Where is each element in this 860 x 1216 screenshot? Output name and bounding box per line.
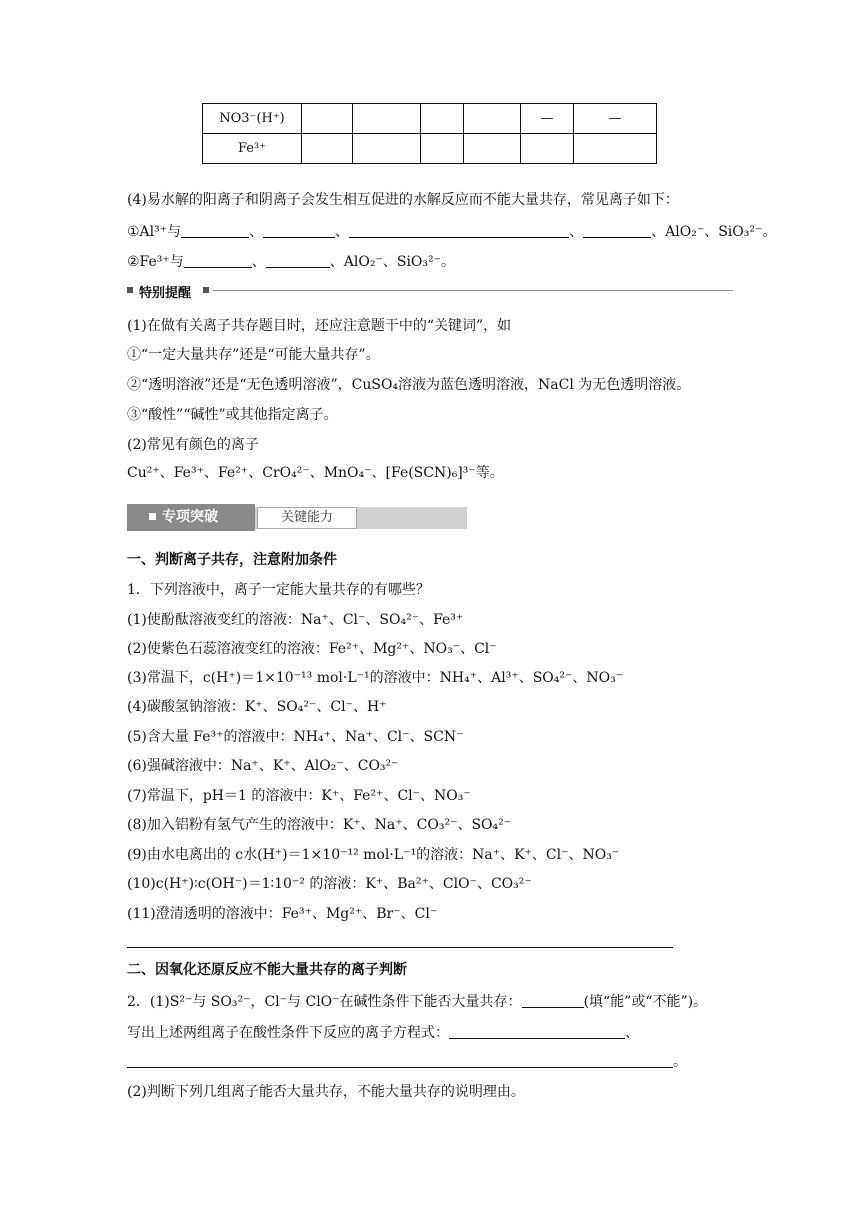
list-item: (10)c(H⁺)∶c(OH⁻)＝1∶10⁻² 的溶液：K⁺、Ba²⁺、ClO⁻、CO₃²⁻	[127, 876, 532, 892]
answer-line[interactable]	[127, 947, 673, 948]
list-item: (3)常温下，c(H⁺)＝1×10⁻¹³ mol·L⁻¹的溶液中：NH₄⁺、Al³⁺、SO₄²⁻、NO₃⁻	[127, 670, 624, 686]
answer-blank[interactable]	[449, 1024, 625, 1039]
answer-blank[interactable]	[127, 1053, 673, 1068]
list-item: (9)由水电离出的 c水(H⁺)＝1×10⁻¹² mol·L⁻¹的溶液：Na⁺、K⁺、Cl⁻、NO₃⁻	[127, 847, 620, 863]
list-item: (4)碳酸氢钠溶液：K⁺、SO₄²⁻、Cl⁻、H⁺	[127, 699, 387, 715]
question-text: 1．下列溶液中，离子一定能大量共存的有哪些？	[127, 582, 430, 598]
answer-blank[interactable]	[263, 223, 335, 238]
list-item: (11)澄清透明的溶液中：Fe³⁺、Mg²⁺、Br⁻、Cl⁻	[127, 906, 438, 922]
list-item: (2)使紫色石蕊溶液变红的溶液：Fe²⁺、Mg²⁺、NO₃⁻、Cl⁻	[127, 641, 497, 657]
square-bullet-icon	[149, 513, 156, 520]
question-text: (2)判断下列几组离子能否大量共存，不能大量共存的说明理由。	[127, 1084, 525, 1100]
tip-line: (2)常见有颜色的离子	[127, 437, 259, 453]
table-cell	[464, 134, 521, 164]
table-cell-ion: Fe³⁺	[203, 134, 302, 164]
section-banner	[127, 504, 467, 531]
section-title: 二、因氧化还原反应不能大量共存的离子判断	[127, 962, 407, 978]
answer-blank[interactable]	[349, 223, 569, 238]
tip-line: Cu²⁺、Fe³⁺、Fe²⁺、CrO₄²⁻、MnO₄⁻、[Fe(SCN)₆]³⁻等。	[127, 465, 504, 481]
question-text	[127, 992, 707, 1012]
hydrolysis-line-fe: ②Fe³⁺与 、 、AlO₂⁻、SiO₃²⁻。	[127, 254, 456, 270]
list-item: (1)使酚酞溶液变红的溶液：Na⁺、Cl⁻、SO₄²⁻、Fe³⁺	[127, 612, 464, 628]
banner-main	[127, 504, 255, 531]
hydrolysis-line-al: ①Al³⁺与 、 、 、 、AlO₂⁻、SiO₃²⁻。	[127, 224, 777, 240]
tip-line: (1)在做有关离子共存题目时，还应注意题干中的“关键词”，如	[127, 318, 512, 334]
question-text	[127, 1023, 639, 1043]
banner-sub-label: 关键能力	[257, 507, 357, 529]
square-bullet-icon	[127, 287, 133, 293]
list-item: (5)含大量 Fe³⁺的溶液中：NH₄⁺、Na⁺、Cl⁻、SCN⁻	[127, 729, 464, 745]
tip-line: ②“透明溶液”还是“无色透明溶液”，CuSO₄溶液为蓝色透明溶液，NaCl 为无色透明溶液。	[127, 377, 691, 393]
q2-part2-tail: 、	[625, 1025, 639, 1041]
hydrolysis-intro: (4)易水解的阳离子和阴离子会发生相互促进的水解反应而不能大量共存，常见离子如下：	[127, 192, 679, 208]
table-cell	[421, 104, 464, 134]
table-cell	[574, 134, 657, 164]
hydrolysis-fe-suffix: 、AlO₂⁻、SiO₃²⁻。	[329, 254, 456, 270]
tip-heading	[127, 282, 733, 300]
tip-heading-label: 特别提醒	[139, 286, 192, 301]
tip-line: ③“酸性”“碱性”或其他指定离子。	[127, 407, 338, 423]
section-title: 一、判断离子共存，注意附加条件	[127, 552, 337, 568]
table-row	[203, 104, 657, 134]
ion-reaction-table	[202, 103, 657, 164]
banner-bar	[255, 507, 467, 529]
answer-blank[interactable]	[181, 223, 249, 238]
table-cell: —	[574, 104, 657, 134]
answer-blank[interactable]	[583, 223, 651, 238]
divider	[213, 290, 733, 291]
square-bullet-icon	[203, 287, 209, 293]
hydrolysis-al-prefix: ①Al³⁺与	[127, 224, 182, 240]
table-cell-ion: NO3⁻(H⁺)	[203, 104, 302, 134]
table-cell	[302, 104, 353, 134]
table-cell	[353, 134, 421, 164]
q2-part1: 2．(1)S²⁻与 SO₃²⁻，Cl⁻与 ClO⁻在碱性条件下能否大量共存：	[127, 994, 522, 1010]
list-item: (6)强碱溶液中：Na⁺、K⁺、AlO₂⁻、CO₃²⁻	[127, 758, 399, 774]
table-cell	[464, 104, 521, 134]
table-cell	[353, 104, 421, 134]
answer-line-row	[127, 1052, 687, 1072]
table-cell	[521, 134, 574, 164]
answer-blank[interactable]	[522, 993, 584, 1008]
list-item: (7)常温下，pH＝1 的溶液中：K⁺、Fe²⁺、Cl⁻、NO₃⁻	[127, 788, 471, 804]
answer-blank[interactable]	[266, 253, 330, 268]
q2-part2: 写出上述两组离子在酸性条件下反应的离子方程式：	[127, 1025, 449, 1041]
list-item: (8)加入铝粉有氢气产生的溶液中：K⁺、Na⁺、CO₃²⁻、SO₄²⁻	[127, 817, 512, 833]
table-cell	[421, 134, 464, 164]
answer-blank[interactable]	[184, 253, 252, 268]
table-cell: —	[521, 104, 574, 134]
q2-part1-tail: (填“能”或“不能”)。	[583, 994, 708, 1010]
hydrolysis-fe-prefix: ②Fe³⁺与	[127, 254, 184, 270]
table-row	[203, 134, 657, 164]
hydrolysis-al-suffix: 、AlO₂⁻、SiO₃²⁻。	[651, 224, 777, 240]
q2-end: 。	[673, 1054, 687, 1070]
table-cell	[302, 134, 353, 164]
banner-main-label: 专项突破	[162, 509, 218, 525]
tip-line: ①“一定大量共存”还是“可能大量共存”。	[127, 347, 380, 363]
